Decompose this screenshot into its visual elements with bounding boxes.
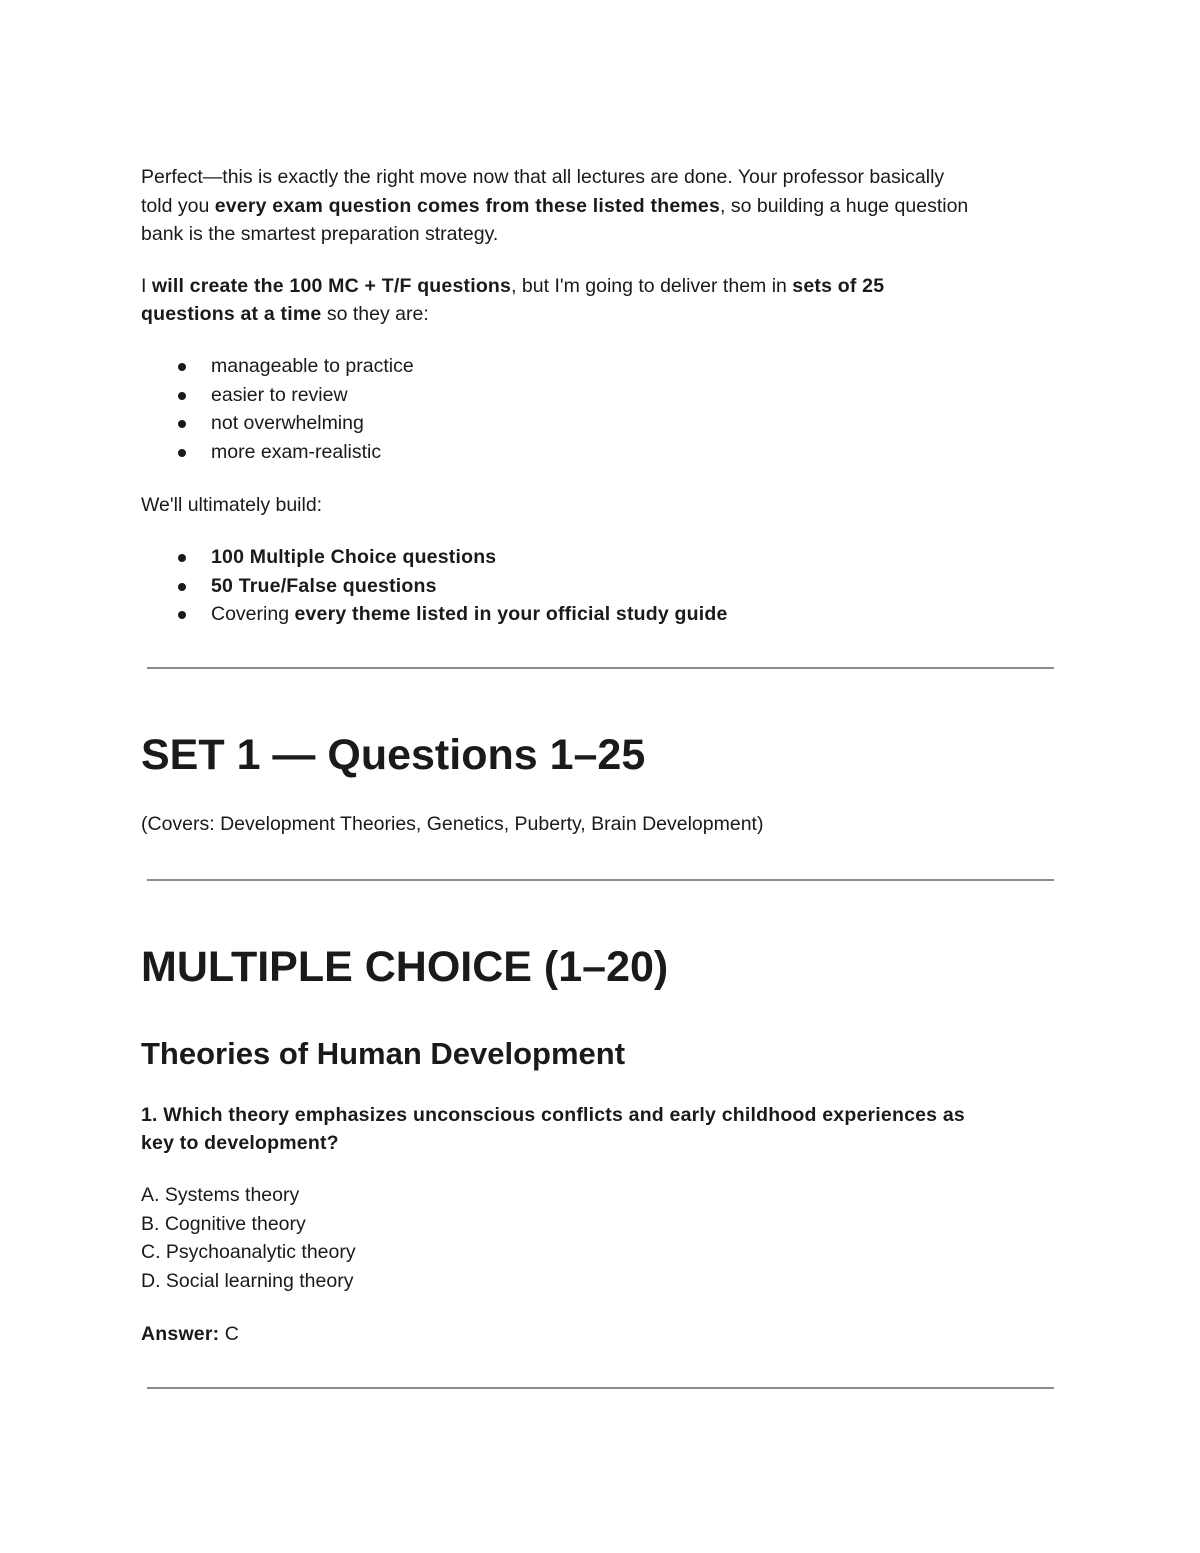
option-text: D. Social learning theory <box>141 1270 354 1292</box>
intro-emphasis: every exam question comes from these listed themes <box>214 195 720 217</box>
list-item-text: more exam-realistic <box>211 441 382 464</box>
bullet-icon <box>178 392 186 400</box>
list-item <box>141 600 728 629</box>
intro-text: , so building a huge question <box>720 195 969 217</box>
set-covers <box>141 810 763 839</box>
answer-label: Answer: <box>141 1323 220 1345</box>
list-item <box>141 381 414 410</box>
question-text: 1. Which theory emphasizes unconscious conflicts and early childhood experiences as <box>141 1104 965 1126</box>
build-label-text: We'll ultimately build: <box>141 494 323 516</box>
benefits-list <box>141 352 414 467</box>
intro-text: Perfect—this is exactly the right move now that all lectures are done. Your professor basically <box>141 166 945 188</box>
intro-paragraph-line <box>141 220 498 249</box>
list-item <box>141 438 414 467</box>
answer-option <box>141 1210 306 1239</box>
bullet-icon <box>178 611 186 619</box>
list-item-text: 50 True/False questions <box>211 574 437 597</box>
bullet-icon <box>178 554 186 562</box>
option-text: A. Systems theory <box>141 1184 300 1206</box>
build-label <box>141 491 322 520</box>
plan-text: , but I'm going to deliver them in <box>511 275 793 297</box>
intro-paragraph-line <box>141 192 968 221</box>
intro-text: told you <box>141 195 215 217</box>
plan-emphasis: sets of 25 <box>792 275 885 297</box>
list-item-text: Covering <box>211 603 295 626</box>
list-item <box>141 543 728 572</box>
question-line <box>141 1101 965 1130</box>
option-text: C. Psychoanalytic theory <box>141 1241 356 1263</box>
answer-option <box>141 1181 299 1210</box>
plan-text: I <box>141 275 152 297</box>
bullet-icon <box>178 449 186 457</box>
bullet-icon <box>178 420 186 428</box>
question-line <box>141 1129 339 1158</box>
list-item-emphasis: every theme listed in your official study guide <box>294 603 728 626</box>
bullet-icon <box>178 583 186 591</box>
horizontal-rule <box>147 879 1054 881</box>
intro-paragraph-line <box>141 163 944 192</box>
plan-paragraph-line <box>141 300 429 329</box>
bullet-icon <box>178 363 186 371</box>
section-subtitle: Theories of Human Development <box>141 1036 626 1071</box>
list-item-text: not overwhelming <box>211 412 364 435</box>
option-text: B. Cognitive theory <box>141 1213 306 1235</box>
set-title: SET 1 — Questions 1–25 <box>141 731 646 779</box>
set-covers-text: (Covers: Development Theories, Genetics, Puberty, Brain Development) <box>141 813 764 835</box>
list-item <box>141 409 414 438</box>
list-item-text: manageable to practice <box>211 355 414 377</box>
list-item-text: 100 Multiple Choice questions <box>211 546 497 568</box>
intro-text: bank is the smartest preparation strategy. <box>141 223 499 245</box>
horizontal-rule <box>147 1387 1054 1389</box>
answer-line <box>141 1320 239 1349</box>
plan-paragraph-line <box>141 272 884 301</box>
section-title: MULTIPLE CHOICE (1–20) <box>141 943 669 991</box>
plan-emphasis: will create the 100 MC + T/F questions <box>151 275 512 297</box>
horizontal-rule <box>147 667 1054 669</box>
plan-text: so they are: <box>321 303 429 325</box>
list-item <box>141 352 414 381</box>
answer-option <box>141 1238 356 1267</box>
list-item <box>141 572 728 601</box>
question-text: key to development? <box>141 1132 339 1154</box>
answer-value: C <box>219 1323 239 1345</box>
list-item-text: easier to review <box>211 383 348 406</box>
answer-option <box>141 1267 353 1296</box>
plan-emphasis: questions at a time <box>141 303 322 325</box>
build-list <box>141 543 728 629</box>
